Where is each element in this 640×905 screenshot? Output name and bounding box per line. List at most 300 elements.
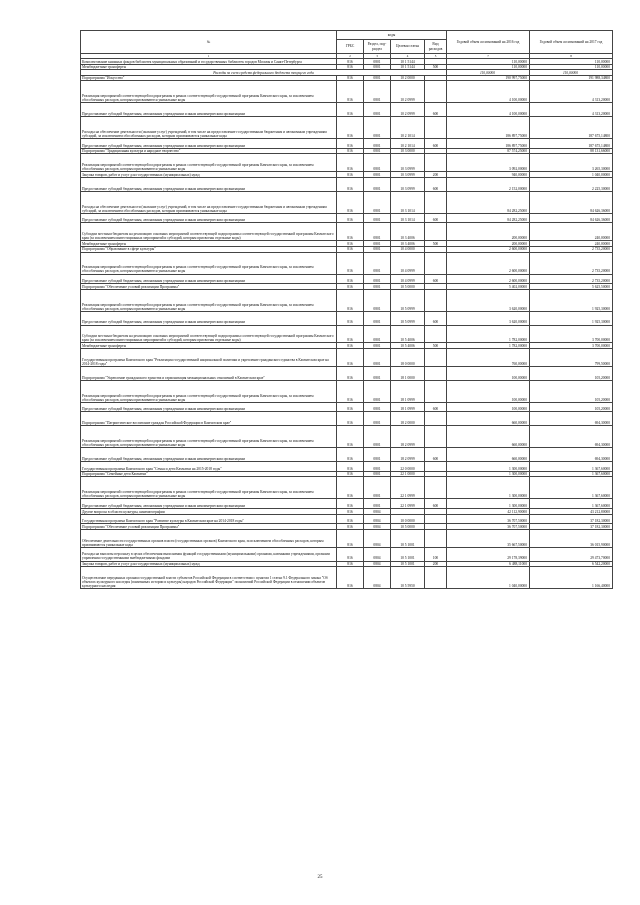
table-row [81,462,613,472]
row-name: Реализация мероприятий соответствующей подпрограммы в рамках соответствующей государственной программы Камчатского края, за исключением обособленных расходов, которым присваиваются уникальные коды [81,426,337,448]
row-value-2017: 36 015,90000 [530,529,613,547]
row-razdel: 0801 [364,325,391,343]
row-name: Государственная программа Камчатского края "Семья и дети Камчатки на 2015-2018 годы" [81,462,337,472]
row-value-2016: 36 707,50000 [447,514,530,524]
row-razdel: 0801 [364,241,391,247]
row-razdel: 0804 [364,529,391,547]
row-vr: 600 [425,448,447,462]
row-razdel: 0804 [364,509,391,515]
row-name: Подпрограмма "Образование в сфере культуры" [81,246,337,252]
table-body [81,54,613,589]
table-row [81,567,613,589]
header-grbs: ГРБС [337,40,364,54]
row-cs: 10 5 4006 [391,325,425,343]
row-value-2016: 100,00000 [447,366,530,380]
row-name: Субсидии местным бюджетам на реализацию основных мероприятий соответствующей подпрограммы соответствующей государственной программы Камчатского края (за исключением инвестиционных мероприятий и субсидий, которым присвоены отдельные коды) [81,223,337,241]
row-value-2016: 2 600,00000 [447,252,530,274]
row-cs: 22 1 0000 [391,471,425,477]
row-vr: 600 [425,213,447,223]
row-grbs: 816 [337,325,364,343]
row-cs: 10 2 1014 [391,139,425,149]
row-value-2016: 760,00000 [447,349,530,367]
row-value-2017: 84 626,36000 [530,213,613,223]
row-value-2016: 84 282,25000 [447,213,530,223]
row-grbs: 816 [337,343,364,349]
row-value-2017: 37 182,30000 [530,524,613,530]
table-row [81,402,613,412]
row-grbs: 816 [337,223,364,241]
row-value-2017: 1 925,30000 [530,289,613,311]
row-name: Обеспечение деятельности государственных органов власти (государственных органов) Камчатского края, за исключением обособленных расходов, которым присваиваются уникальные коды [81,529,337,547]
row-grbs: 816 [337,246,364,252]
row-value-2017: 187 675,14800 [530,139,613,149]
row-vr [425,426,447,448]
row-razdel: 0801 [364,274,391,284]
table-row [81,191,613,213]
row-cs: 10 5 1001 [391,547,425,561]
table-row [81,380,613,402]
row-vr: 200 [425,561,447,567]
row-name: Реализация мероприятий соответствующей подпрограммы в рамках соответствующей государственной программы Камчатского края, за исключением обособленных расходов, которым присваиваются уникальные коды [81,154,337,172]
row-value-2016: 100,00000 [447,380,530,402]
row-value-2016: 35 667,50000 [447,529,530,547]
table-row [81,529,613,547]
row-value-2016: 87 574,25000 [447,148,530,154]
row-value-2017: 799,50000 [530,349,613,367]
row-vr [425,325,447,343]
row-razdel: 0801 [364,177,391,191]
row-value-2016: 100,00000 [447,402,530,412]
row-razdel: 0804 [364,547,391,561]
row-cs: 10 5 1001 [391,529,425,547]
row-vr: 600 [425,103,447,117]
row-grbs: 816 [337,241,364,247]
row-grbs: 816 [337,499,364,509]
row-cs: 10 2 1014 [391,117,425,139]
header-razdel: Раздел, под-раздел [364,40,391,54]
row-cs: 10 3 4006 [391,223,425,241]
row-grbs: 816 [337,252,364,274]
table-row [81,177,613,191]
table-row [81,499,613,509]
row-name: Расходы на обеспечение деятельности (оказание услуг) учреждений, в том числе на предоставление государственным бюджетным и автономным учреждениям субсидий, за исключением обособленных расходов, которым присваиваются уникальные коды [81,191,337,213]
table-row [81,117,613,139]
row-value-2016: 110,00000 [447,64,530,70]
row-value-2017: 110,00000 [530,59,613,65]
row-cs: 10 1 5144 [391,64,425,70]
row-razdel: 0801 [364,471,391,477]
row-grbs: 816 [337,213,364,223]
row-value-2017: 694,30000 [530,448,613,462]
header-year-2017: Годовой объем ассигнований на 2017 год [530,31,613,54]
row-razdel: 0801 [364,223,391,241]
row-value-2017: 1 166,40000 [530,567,613,589]
row-vr: 600 [425,177,447,191]
row-razdel: 0801 [364,154,391,172]
row-value-2017: 2 735,20000 [530,252,613,274]
row-value-2017: 694,30000 [530,412,613,426]
row-vr [425,477,447,499]
row-grbs: 816 [337,81,364,103]
row-grbs: 816 [337,75,364,81]
row-value-2017: 88 131,66000 [530,148,613,154]
row-grbs: 816 [337,117,364,139]
row-razdel: 0801 [364,426,391,448]
row-vr [425,252,447,274]
row-value-2016: 3 620,00000 [447,311,530,325]
table-row [81,325,613,343]
row-value-2017: 1 367,60000 [530,477,613,499]
column-index: 5 [425,54,447,59]
row-razdel: 0801 [364,349,391,367]
row-grbs: 816 [337,139,364,149]
row-razdel: 0801 [364,59,391,65]
table-row [81,223,613,241]
table-row [81,477,613,499]
row-grbs: 816 [337,154,364,172]
row-cs: 10 3 0999 [391,172,425,178]
header-codes: коды [337,31,447,40]
table-row [81,426,613,448]
row-razdel: 0801 [364,191,391,213]
row-cs: 22 1 0999 [391,499,425,509]
row-cs: 10 5 0999 [391,311,425,325]
row-value-2017: 105,20000 [530,366,613,380]
row-name: Реализация мероприятий соответствующей подпрограммы в рамках соответствующей государственной программы Камчатского края, за исключением обособленных расходов, которым присваиваются уникальные коды [81,252,337,274]
row-cs: 10 0 0000 [391,514,425,524]
row-value-2017: 4 313,20000 [530,81,613,103]
row-razdel: 0801 [364,412,391,426]
row-razdel: 0804 [364,567,391,589]
row-razdel: 0801 [364,380,391,402]
row-value-2017: 191 988,34800 [530,75,613,81]
row-value-2016: 2 152,00000 [447,177,530,191]
row-cs: 10 3 0000 [391,148,425,154]
row-name: Расходы на выплаты персоналу в целях обеспечения выполнения функций государственными (муниципальными) органами, казенными учреждениями, органами управления государственными внебюджетными фондами [81,547,337,561]
row-name: Предоставление субсидий бюджетным, автономным учреждениям и иным некоммерческим организациям [81,213,337,223]
row-name: Закупка товаров, работ и услуг для государственных (муниципальных) нужд [81,172,337,178]
row-razdel: 0801 [364,402,391,412]
row-razdel: 0801 [364,139,391,149]
row-vr [425,289,447,311]
table-row [81,139,613,149]
row-cs: 22 0 0000 [391,462,425,472]
row-value-2016: 84 282,25000 [447,191,530,213]
row-razdel: 0801 [364,448,391,462]
row-cs: 10 2 0000 [391,75,425,81]
row-razdel: 0804 [364,514,391,524]
row-name: Реализация мероприятий соответствующей подпрограммы в рамках соответствующей государственной программы Камчатского края, за исключением обособленных расходов, которым присваиваются уникальные коды [81,380,337,402]
row-cs: 10 3 1014 [391,213,425,223]
row-value-2017: 1 367,60000 [530,471,613,477]
table-row [81,103,613,117]
row-name: Предоставление субсидий бюджетным, автономным учреждениям и иным некоммерческим организациям [81,402,337,412]
table-row [81,252,613,274]
row-value-2016: 3 092,00000 [447,154,530,172]
row-cs: 10 5 0000 [391,284,425,290]
row-grbs: 816 [337,462,364,472]
row-razdel: 0801 [364,343,391,349]
row-cs: 18 2 0999 [391,448,425,462]
row-value-2016: 1 300,00000 [447,477,530,499]
row-value-2016: 200,00000 [447,241,530,247]
row-cs: 10 5 4006 [391,343,425,349]
row-grbs: 816 [337,172,364,178]
row-grbs: 816 [337,529,364,547]
row-value-2016: 42 112,90000 [447,509,530,515]
row-grbs: 816 [337,349,364,367]
row-vr: 600 [425,499,447,509]
column-index: 4 [391,54,425,59]
row-cs: 18 0 0000 [391,349,425,367]
row-vr [425,366,447,380]
row-razdel: 0801 [364,477,391,499]
page-number: 25 [317,875,323,880]
row-grbs: 816 [337,64,364,70]
row-cs: 10 1 5144 [391,59,425,65]
row-grbs: 816 [337,561,364,567]
row-value-2017: 2 225,30000 [530,177,613,191]
row-razdel: 0801 [364,64,391,70]
row-value-2016: 2 600,00000 [447,274,530,284]
row-name: Подпрограмма "Обеспечение условий реализации Программы" [81,524,337,530]
row-razdel: 0801 [364,103,391,117]
row-razdel: 0801 [364,252,391,274]
row-cs: 10 3 0999 [391,154,425,172]
row-value-2016: 110,00000 [447,70,530,76]
row-value-2016: 200,00000 [447,223,530,241]
table-row [81,514,613,524]
row-value-2016: 1 300,00000 [447,471,530,477]
row-value-2017: 240,00000 [530,223,613,241]
row-value-2016: 186 897,75000 [447,117,530,139]
row-name: Расходы на обеспечение деятельности (оказание услуг) учреждений, в том числе на предоставление государственным бюджетным и автономным учреждениям субсидий, за исключением обособленных расходов, которым присваиваются уникальные коды [81,117,337,139]
row-name: Предоставление субсидий бюджетным, автономным учреждениям и иным некоммерческим организациям [81,103,337,117]
row-vr [425,412,447,426]
row-razdel: 0801 [364,246,391,252]
row-cs: 10 5 1001 [391,561,425,567]
row-value-2016: 29 178,39000 [447,547,530,561]
column-index: 1 [81,54,337,59]
row-cs: 10 3 4006 [391,241,425,247]
row-cs: 18 2 0000 [391,412,425,426]
budget-table [80,30,613,589]
row-grbs: 816 [337,191,364,213]
row-grbs: 816 [337,448,364,462]
row-value-2017: 105,20000 [530,380,613,402]
row-name: Межбюджетные трансферты [81,241,337,247]
row-name: Межбюджетные трансферты [81,64,337,70]
row-cs: 22 1 0999 [391,477,425,499]
row-value-2016: 660,00000 [447,412,530,426]
row-grbs: 816 [337,366,364,380]
row-value-2017: 84 626,36000 [530,191,613,213]
row-vr: 100 [425,547,447,561]
row-grbs: 816 [337,284,364,290]
row-vr: 500 [425,64,447,70]
row-value-2016: 1 782,00000 [447,325,530,343]
row-grbs: 816 [337,412,364,426]
table-row [81,289,613,311]
row-cs: 10 2 0999 [391,103,425,117]
row-vr [425,81,447,103]
budget-sheet [80,30,612,589]
row-value-2017: 110,00000 [530,64,613,70]
table-row [81,154,613,172]
row-name: Подпрограмма "Обеспечение условий реализации Программы" [81,284,337,290]
row-cs: 10 3 0999 [391,177,425,191]
row-name: Реализация мероприятий соответствующей подпрограммы в рамках соответствующей государственной программы Камчатского края, за исключением обособленных расходов, которым присваиваются уникальные коды [81,81,337,103]
row-value-2016: 5 402,00000 [447,284,530,290]
row-value-2017: 1 367,60000 [530,462,613,472]
row-value-2017: 110,00000 [530,70,613,76]
row-name: Государственная программа Камчатского края "Развитие культуры в Камчатском крае на 2014-2018 годы" [81,514,337,524]
row-value-2017: 694,30000 [530,426,613,448]
row-value-2016: 1 040,00000 [447,567,530,589]
row-cs: 10 4 0999 [391,252,425,274]
row-cs: 10 4 0999 [391,274,425,284]
row-name: Осуществление переданных органам государственной власти субъектов Российской Федерации в соответствии с пунктом 1 статьи 9.1 Федерального закона "Об объектах культурного наследия (памятниках истории и культуры) народов Российской Федерации" полномочий Российской Федерации в отношении объектов культурного наследия [81,567,337,589]
table-row [81,311,613,325]
row-cs: 10 4 0000 [391,246,425,252]
header-cs: Целевая статья [391,40,425,54]
row-grbs: 816 [337,509,364,515]
row-razdel: 0801 [364,148,391,154]
row-value-2017: 3 265,30000 [530,154,613,172]
row-cs: 10 2 0999 [391,81,425,103]
row-value-2017: 5 625,50000 [530,284,613,290]
row-name: Предоставление субсидий бюджетным, автономным учреждениям и иным некоммерческим организациям [81,177,337,191]
row-grbs: 816 [337,547,364,561]
row-cs: 18 1 0000 [391,366,425,380]
row-value-2017: 240,00000 [530,241,613,247]
row-value-2017: 6 542,20000 [530,561,613,567]
row-razdel: 0801 [364,75,391,81]
header-vr: Вид расходов [425,40,447,54]
row-cs: 18 2 0999 [391,426,425,448]
row-name: Закупка товаров, работ и услуг для государственных (муниципальных) нужд [81,561,337,567]
row-value-2016: 2 600,00000 [447,246,530,252]
row-value-2016: 186 897,75000 [447,139,530,149]
row-grbs: 816 [337,148,364,154]
row-value-2016: 3 620,00000 [447,289,530,311]
row-razdel: 0801 [364,81,391,103]
row-vr [425,514,447,524]
row-value-2017: 1 040,00000 [530,172,613,178]
row-name: Подпрограмма "Искусство" [81,75,337,81]
row-name: Реализация мероприятий соответствующей подпрограммы в рамках соответствующей государственной программы Камчатского края, за исключением обособленных расходов, которым присваиваются уникальные коды [81,477,337,499]
row-vr: 600 [425,139,447,149]
row-razdel: 0801 [364,213,391,223]
table-row [81,213,613,223]
row-note: Расходы за счет средств федерального бюджета текущего года [81,70,447,76]
row-value-2016: 190 997,75000 [447,75,530,81]
row-vr: 500 [425,241,447,247]
table-row [81,412,613,426]
row-name: Межбюджетные трансферты [81,343,337,349]
row-value-2017: 29 473,70000 [530,547,613,561]
row-cs: 18 1 0999 [391,402,425,412]
row-cs: 10 5 0999 [391,289,425,311]
row-vr: 600 [425,311,447,325]
column-index: 8 [530,54,613,59]
column-index: 3 [364,54,391,59]
row-name: Подпрограмма "Семейные дети Камчатки" [81,471,337,477]
row-razdel: 0801 [364,117,391,139]
row-vr [425,223,447,241]
row-value-2016: 660,00000 [447,426,530,448]
row-value-2016: 4 100,00000 [447,81,530,103]
row-vr: 500 [425,343,447,349]
row-grbs: 816 [337,402,364,412]
row-vr [425,154,447,172]
row-name: Предоставление субсидий бюджетным, автономным учреждениям и иным некоммерческим организациям [81,448,337,462]
row-cs: 10 5 0000 [391,524,425,530]
row-grbs: 816 [337,426,364,448]
row-name: Подпрограмма "Традиционная культура и народное творчество" [81,148,337,154]
header-num: № [81,31,337,54]
row-name: Реализация мероприятий соответствующей подпрограммы в рамках соответствующей государственной программы Камчатского края, за исключением обособленных расходов, которым присваиваются уникальные коды [81,289,337,311]
row-grbs: 816 [337,311,364,325]
row-cs: 18 1 0999 [391,380,425,402]
row-razdel: 0804 [364,524,391,530]
row-vr: 600 [425,402,447,412]
row-value-2017: 1 367,60000 [530,499,613,509]
column-index: 7 [447,54,530,59]
row-grbs: 816 [337,471,364,477]
row-grbs: 816 [337,289,364,311]
table-row [81,349,613,367]
row-vr [425,529,447,547]
table-row [81,274,613,284]
row-grbs: 816 [337,177,364,191]
row-grbs: 816 [337,524,364,530]
row-cs: 10 5 5950 [391,567,425,589]
row-value-2017: 43 212,80000 [530,509,613,515]
column-index: 2 [337,54,364,59]
table-row [81,81,613,103]
row-razdel: 0801 [364,366,391,380]
row-value-2017: 2 735,20000 [530,274,613,284]
table-row [81,547,613,561]
row-name: Комплектование книжных фондов библиотек муниципальных образований и государственных библиотек городов Москвы и Санкт-Петербурга [81,59,337,65]
row-grbs: 816 [337,103,364,117]
row-value-2016: 1 300,00000 [447,499,530,509]
row-name: Предоставление субсидий бюджетным, автономным учреждениям и иным некоммерческим организациям [81,499,337,509]
row-razdel: 0801 [364,289,391,311]
row-razdel: 0801 [364,462,391,472]
row-value-2017: 1 925,30000 [530,311,613,325]
row-grbs: 816 [337,274,364,284]
row-value-2016: 1 782,00000 [447,343,530,349]
row-grbs: 816 [337,59,364,65]
row-vr: 200 [425,172,447,178]
row-grbs: 816 [337,477,364,499]
row-name: Предоставление субсидий бюджетным, автономным учреждениям и иным некоммерческим организациям [81,139,337,149]
row-name: Подпрограмма "Укрепление гражданского единства и гармонизация межнациональных отношений в Камчатском крае" [81,366,337,380]
row-vr [425,117,447,139]
row-vr [425,462,447,472]
row-value-2016: 1 300,00000 [447,462,530,472]
row-name: Предоставление субсидий бюджетным, автономным учреждениям и иным некоммерческим организациям [81,311,337,325]
row-name: Государственная программа Камчатского края "Реализация государственной национальной политики и укрепление гражданского единства в Камчатском крае на 2014-2018 годы" [81,349,337,367]
row-name: Подпрограмма "Патриотическое воспитание граждан Российской Федерации в Камчатском крае" [81,412,337,426]
row-name: Субсидии местным бюджетам на реализацию основных мероприятий соответствующей подпрограммы соответствующей государственной программы Камчатского края (за исключением инвестиционных мероприятий и субсидий, которым присвоены отдельные коды) [81,325,337,343]
row-name: Другие вопросы в области культуры, кинематографии [81,509,337,515]
row-value-2016: 6 488,11000 [447,561,530,567]
row-razdel: 0801 [364,172,391,178]
row-name: Предоставление субсидий бюджетным, автономным учреждениям и иным некоммерческим организациям [81,274,337,284]
